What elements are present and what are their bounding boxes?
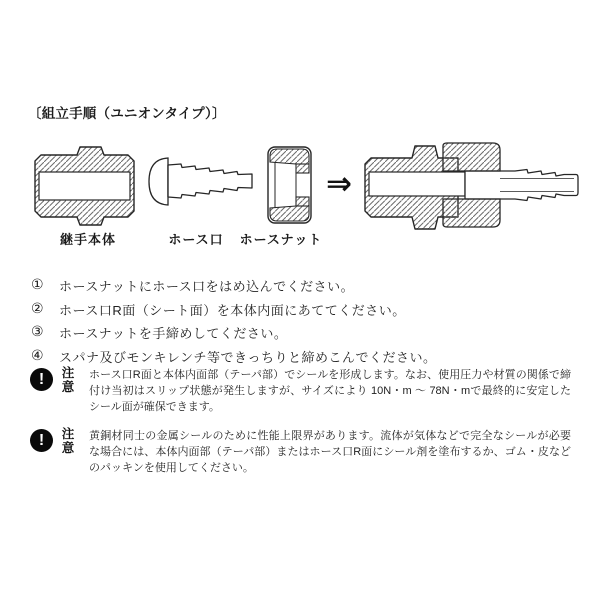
label-fitting-body: 継手本体 xyxy=(59,232,116,247)
caution-label-bottom: 意 xyxy=(61,379,75,394)
page-title: 〔組立手順（ユニオンタイプ）〕 xyxy=(28,106,226,121)
caution-note-2 xyxy=(30,428,578,476)
label-hose-nut: ホースナット xyxy=(239,232,323,247)
step-3-number: ③ xyxy=(31,323,44,339)
caution-label xyxy=(56,367,80,394)
step-1-text: ホースナットにホース口をはめ込んでください。 xyxy=(59,279,355,294)
step-2 xyxy=(31,300,590,324)
arrow-right-icon: ⇒ xyxy=(326,166,352,201)
exclamation-circle-icon: ! xyxy=(30,368,53,391)
caution-note-1 xyxy=(30,367,578,415)
caution-text: 黄銅材同士の金属シールのために性能上限界があります。流体が気体などで完全なシールが必要な場合には、本体内面部（テーパ部）またはホース口R面にシール剤を塗布するか、ゴム・皮などのパッキンを使用してください。 xyxy=(89,430,571,474)
step-2-text: ホース口R面（シート面）を本体内面にあててください。 xyxy=(59,302,406,318)
step-3 xyxy=(31,323,590,347)
assembly-steps xyxy=(31,276,590,370)
assembled-drawing xyxy=(365,143,578,229)
step-1 xyxy=(31,276,590,300)
step-1-number: ① xyxy=(31,276,44,292)
caution-label-bottom: 意 xyxy=(61,440,75,455)
caution-text: ホース口R面と本体内面部（テーパ部）でシールを形成します。なお、使用圧力や材質の関係で締付け当初はスリップ状態が発生しますが、サイズにより 10N・m ～ 78N・mで最終的に安定したシール面が確保できます。 xyxy=(89,369,571,413)
hose-nut-drawing xyxy=(268,147,311,223)
step-4-number: ④ xyxy=(31,346,44,363)
fitting-body-drawing xyxy=(35,147,134,225)
step-2-number: ② xyxy=(31,299,44,316)
step-3-text: ホースナットを手締めしてください。 xyxy=(59,326,288,341)
caution-label-top: 注 xyxy=(61,366,75,380)
hose-barb-drawing xyxy=(149,158,252,205)
assembly-diagram xyxy=(0,140,600,240)
caution-label xyxy=(56,428,80,455)
exclamation-circle-icon: ! xyxy=(30,429,53,452)
caution-label-top: 注 xyxy=(61,427,75,441)
step-4-text: スパナ及びモンキレンチ等できっちりと締めこんでください。 xyxy=(59,349,437,365)
label-hose-barb: ホース口 xyxy=(168,232,224,247)
